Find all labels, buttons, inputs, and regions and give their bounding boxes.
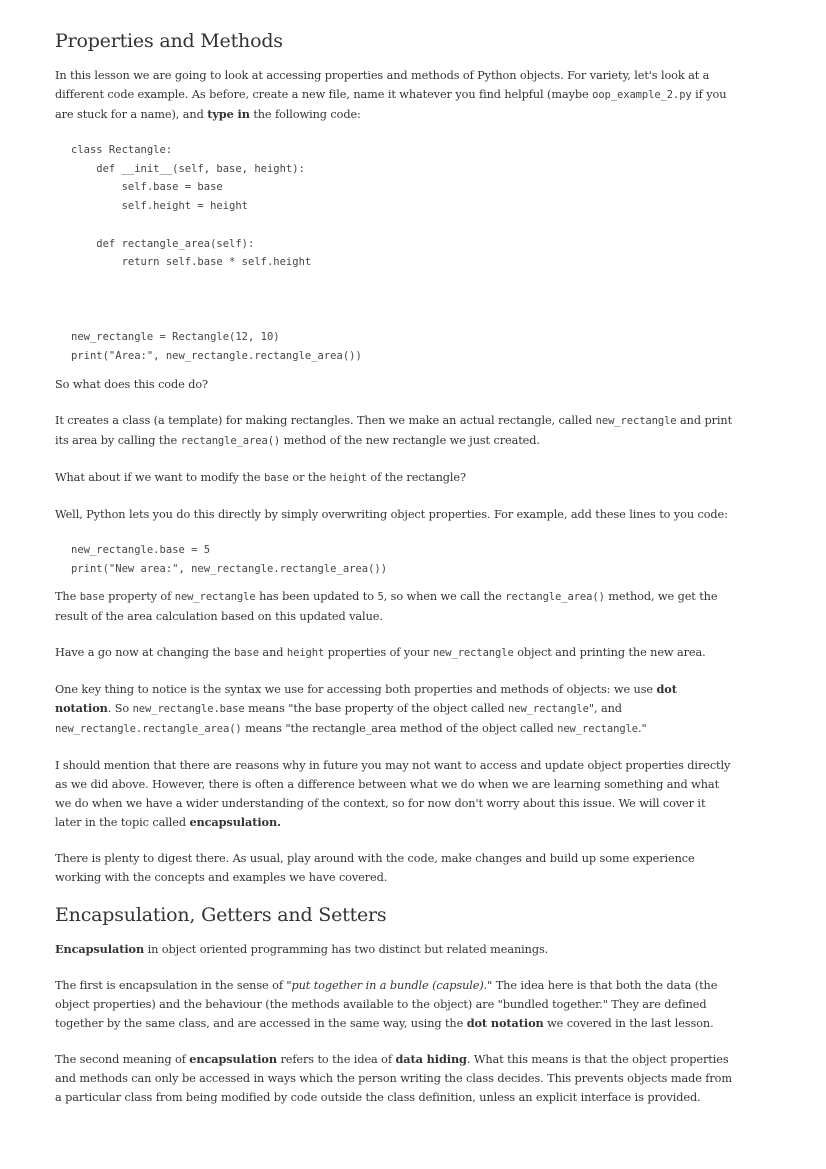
paragraph-first-meaning	[55, 976, 735, 1033]
inline-code: base	[264, 472, 289, 485]
inline-code: rectangle_area()	[505, 590, 605, 603]
text: What about if we want to modify the	[55, 471, 265, 485]
text: the following code:	[249, 108, 361, 121]
bold-text: dot notation	[55, 681, 677, 715]
text: object and printing the new area.	[513, 645, 706, 659]
text: The first is encapsulation in the sense of "	[55, 978, 292, 992]
section-title-properties-methods: Properties and Methods	[55, 30, 283, 52]
paragraph-modify-question	[55, 468, 735, 488]
inline-code: new_rectangle	[595, 415, 677, 428]
paragraph-second-meaning	[55, 1050, 735, 1107]
text: The second meaning of	[55, 1052, 190, 1066]
text: . What this means is that the object properties and methods can only be accessed in ways which the person writing the class decides. This prevents objects made from a particular class from being modified by code outside the class definition, unless an explicit interface is provided.	[55, 1052, 732, 1104]
text: . So	[107, 701, 133, 715]
inline-code: new_rectangle	[432, 646, 514, 659]
text: One key thing to notice is the syntax we use for accessing both properties and methods of objects: we use	[55, 682, 657, 696]
code-block-update-base: new_rectangle.base = 5 print("New area:", new_rectangle.rectangle_area())	[71, 544, 388, 576]
text: method, we get the result of the area calculation based on this updated value.	[55, 589, 718, 623]
text: ."	[638, 721, 647, 735]
inline-code: rectangle_area()	[180, 435, 281, 448]
paragraph-intro	[55, 66, 735, 124]
text: Have a go now at changing the	[55, 645, 235, 659]
text: means "the base property of the object called	[244, 701, 508, 715]
bold-text: encapsulation	[189, 1051, 277, 1066]
inline-code: new_rectangle.base	[132, 702, 245, 715]
paragraph-question: So what does this code do?	[55, 378, 208, 392]
text: and	[258, 645, 287, 659]
text: In this lesson we are going to look at accessing properties and methods of Python objects. For variety, let's look at a different code example. As before, create a new file, name it whatever you find helpful (maybe	[55, 69, 710, 101]
paragraph-explanation	[55, 411, 735, 451]
inline-code: 5	[377, 590, 384, 603]
text: has been updated to	[255, 589, 378, 603]
text: we covered in the last lesson.	[543, 1016, 714, 1030]
inline-code: new_rectangle	[174, 590, 256, 603]
text: refers to the idea of	[276, 1052, 396, 1066]
text: means "the rectangle_area method of the object called	[241, 721, 558, 735]
text: method of the new rectangle we just created.	[280, 434, 540, 448]
bold-text: Encapsulation	[55, 941, 145, 956]
inline-code: base	[234, 646, 259, 659]
bold-text: data hiding	[395, 1051, 467, 1066]
text: in object oriented programming has two distinct but related meanings.	[144, 942, 549, 956]
text: property of	[104, 589, 175, 603]
code-block-rectangle-class: class Rectangle: def __init__(self, base, height): self.base = base self.height = height def rectangle_area(self): return self.base * self.height new_rectangle = Rectangle(12, 10) print("Area:", new_rectangle.rectangle_area())	[71, 144, 362, 362]
text: if you are stuck for a name), and	[55, 88, 727, 121]
text: ." The idea here is that both the data (the object properties) and the behaviour (the methods available to the object) are "bundled together." They are defined together by the same class, and are accessed in the same way, using the	[55, 978, 718, 1030]
text: The	[55, 589, 80, 603]
paragraph-overwrite: Well, Python lets you do this directly by simply overwriting object properties. For example, add these lines to you code:	[55, 508, 728, 522]
text: ", and	[588, 701, 622, 715]
bold-text: type in	[207, 107, 250, 121]
inline-code: oop_example_2.py	[592, 89, 692, 101]
paragraph-have-a-go	[55, 643, 735, 663]
text: properties of your	[324, 645, 433, 659]
inline-code: height	[329, 472, 367, 485]
text: It creates a class (a template) for making rectangles. Then we make an actual rectangle, called	[55, 414, 596, 428]
inline-code: height	[286, 646, 325, 659]
text: of the rectangle?	[366, 471, 466, 485]
paragraph-digest: There is plenty to digest there. As usual, play around with the code, make changes and build up some experience working with the concepts and examples we have covered.	[55, 851, 695, 884]
inline-code: new_rectangle	[508, 702, 589, 715]
italic-text: put together in a bundle (capsule)	[291, 978, 484, 992]
paragraph-caveat	[55, 756, 735, 832]
text: I should mention that there are reasons why in future you may not want to access and update object properties directly as we did above. However, there is often a difference between what we do when we are learning something and what we do when we have a wider understanding of the context, so for now don't worry about this issue. We will cover it later in the topic called	[55, 758, 731, 829]
article-content	[55, 30, 735, 1124]
paragraph-dot-notation	[55, 680, 735, 739]
text: , so when we call the	[383, 589, 506, 603]
paragraph-encapsulation-intro	[55, 940, 735, 959]
paragraph-base-updated	[55, 587, 735, 626]
bold-text: dot notation	[466, 1015, 544, 1030]
section-title-encapsulation: Encapsulation, Getters and Setters	[55, 903, 387, 926]
text: or the	[288, 471, 330, 485]
inline-code: base	[79, 590, 105, 603]
text: and print its area by calling the	[55, 414, 733, 448]
inline-code: new_rectangle.rectangle_area()	[55, 722, 242, 735]
bold-text: encapsulation.	[189, 814, 281, 829]
inline-code: new_rectangle	[557, 722, 638, 735]
